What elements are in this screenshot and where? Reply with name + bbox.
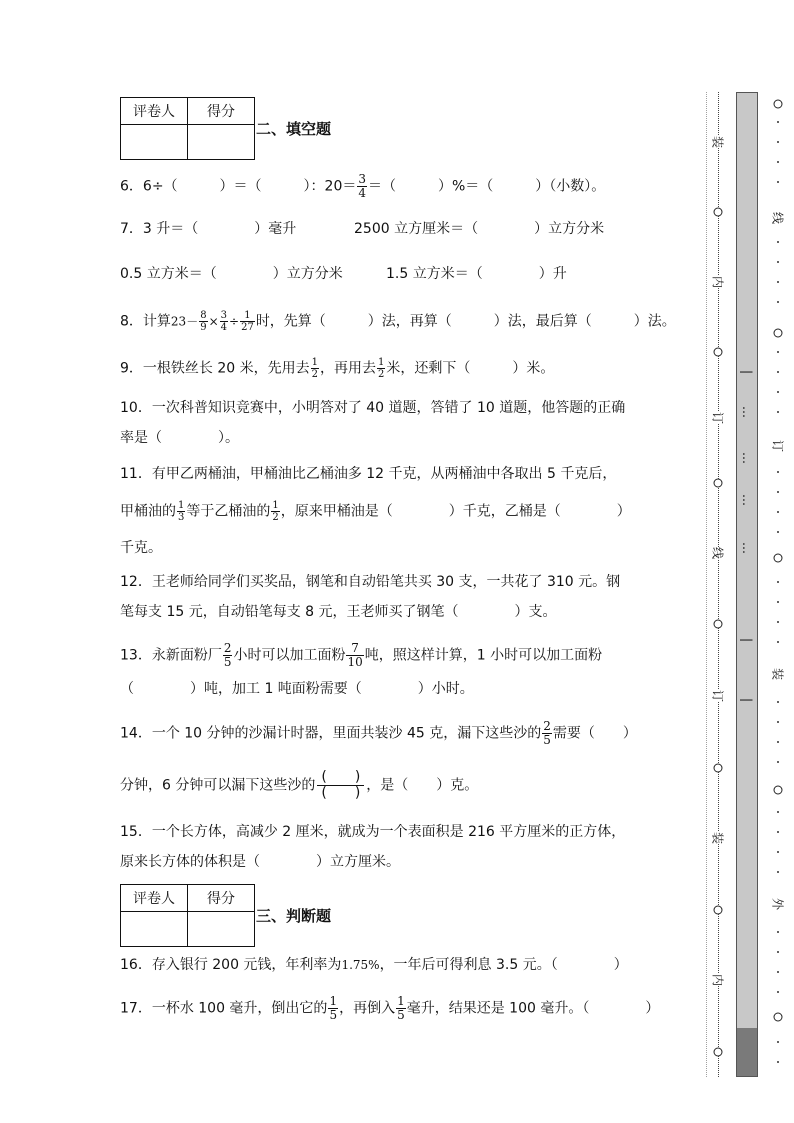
binding-hole [714, 906, 723, 915]
score-box-score-label: 得分 [188, 98, 255, 125]
question-13: 13．永新面粉厂 $\frac{2}{5}$ 小时可以加工面粉 $\frac{7}{10}$ 吨，照这样计算，1 小时可以加工面粉 [120, 641, 603, 669]
section-title-fill: 二、填空题 [256, 120, 332, 138]
bar-mark: … [740, 406, 754, 418]
grader-cell[interactable] [121, 912, 188, 947]
score-box-grader-label: 评卷人 [121, 98, 188, 125]
bar-mark: | [740, 697, 754, 703]
margin-label: 线 [770, 211, 785, 225]
inner-dotted-line [718, 92, 719, 1077]
margin-label: 订 [710, 689, 725, 703]
question-6: 6．6÷（ ）＝（ ）：20＝ $\frac{3}{4}$ ＝（ ）%＝（ ）（小数）。 [120, 172, 606, 200]
bar-mark: … [740, 494, 754, 506]
question-14-line-2: 分钟，6 分钟可以漏下这些沙的 ( ) ( ) ，是（ ）克。 [120, 769, 479, 801]
bar-mark: | [740, 637, 754, 643]
question-16: 16．存入银行 200 元钱，年利率为1.75%，一年后可得利息 3.5 元。（ ） [120, 957, 628, 973]
question-9: 9．一根铁丝长 20 米，先用去 $\frac{1}{2}$ ，再用去 $\frac{1}{2}$ 米，还剩下（ ）米。 [120, 357, 555, 380]
bar-mark: | [740, 369, 754, 375]
binding-bar-dark [737, 1028, 757, 1076]
margin-label: 内 [710, 973, 725, 987]
question-11-line-3: 千克。 [120, 540, 162, 556]
question-7: 7．3 升＝（ ）毫升 [120, 221, 297, 237]
question-12-line-2: 笔每支 15 元，自动铅笔每支 8 元，王老师买了钢笔（ ）支。 [120, 604, 557, 620]
score-box-2 [120, 884, 255, 947]
grader-cell[interactable] [121, 125, 188, 160]
question-14: 14．一个 10 分钟的沙漏计时器，里面共装沙 45 克，漏下这些沙的 $\frac{2}{5}$ 需要（ ） [120, 719, 637, 747]
binding-hole [714, 479, 723, 488]
question-15-line-2: 原来长方体的体积是（ ）立方厘米。 [120, 854, 400, 870]
score-box-1 [120, 97, 255, 160]
margin-label: 订 [770, 439, 785, 453]
question-7-line-2-b: 1.5 立方米＝（ ）升 [386, 266, 567, 282]
binding-hole [714, 348, 723, 357]
question-12: 12．王老师给同学们买奖品，钢笔和自动铅笔共买 30 支，一共花了 310 元。钢 [120, 574, 621, 590]
question-15: 15．一个长方体，高减少 2 厘米，就成为一个表面积是 216 平方厘米的正方体， [120, 824, 626, 840]
margin-label: 内 [710, 275, 725, 289]
question-11: 11．有甲乙两桶油，甲桶油比乙桶油多 12 千克，从两桶油中各取出 5 千克后， [120, 466, 617, 482]
question-10: 10．一次科普知识竞赛中，小明答对了 40 道题，答错了 10 道题，他答题的正确 [120, 400, 626, 416]
inner-dotted-line-2 [706, 92, 707, 1077]
binding-hole [714, 1048, 723, 1057]
question-7-part-b: 2500 立方厘米＝（ ）立方分米 [354, 221, 605, 237]
bar-mark: … [740, 452, 754, 464]
blank-fraction[interactable]: ( ) ( ) [317, 770, 364, 801]
bar-mark: … [740, 542, 754, 554]
margin-label: 装 [710, 135, 725, 149]
margin-label: 装 [770, 667, 785, 681]
question-8: 8．计算23－ $\frac{8}{9}$ × $\frac{3}{4}$ ÷ $\frac{1}{27}$ 时，先算（ ）法，再算（ ）法，最后算（ ）法。 [120, 310, 676, 333]
score-box-score-label: 得分 [188, 885, 255, 912]
question-10-line-2: 率是（ ）。 [120, 430, 239, 446]
score-cell[interactable] [188, 125, 255, 160]
score-cell[interactable] [188, 912, 255, 947]
question-13-line-2: （ ）吨，加工 1 吨面粉需要（ ）小时。 [120, 681, 474, 697]
binding-hole [714, 620, 723, 629]
question-11-line-2: 甲桶油的 $\frac{1}{3}$ 等于乙桶油的 $\frac{1}{2}$ ，原来甲桶油是（ ）千克，乙桶是（ ） [120, 500, 631, 523]
margin-label: 外 [770, 897, 785, 911]
margin-label: 订 [710, 411, 725, 425]
section-title-judge: 三、判断题 [256, 907, 332, 925]
score-box-grader-label: 评卷人 [121, 885, 188, 912]
binding-hole [714, 764, 723, 773]
question-17: 17．一杯水 100 毫升，倒出它的 $\frac{1}{5}$ ，再倒入 $\frac{1}{5}$ 毫升，结果还是 100 毫升。（ ） [120, 994, 660, 1022]
margin-label: 装 [710, 831, 725, 845]
margin-label: 线 [710, 546, 725, 560]
question-7-line-2: 0.5 立方米＝（ ）立方分米 [120, 266, 343, 282]
binding-hole [714, 208, 723, 217]
binding-bar [736, 92, 758, 1077]
outer-dots [772, 92, 784, 1077]
